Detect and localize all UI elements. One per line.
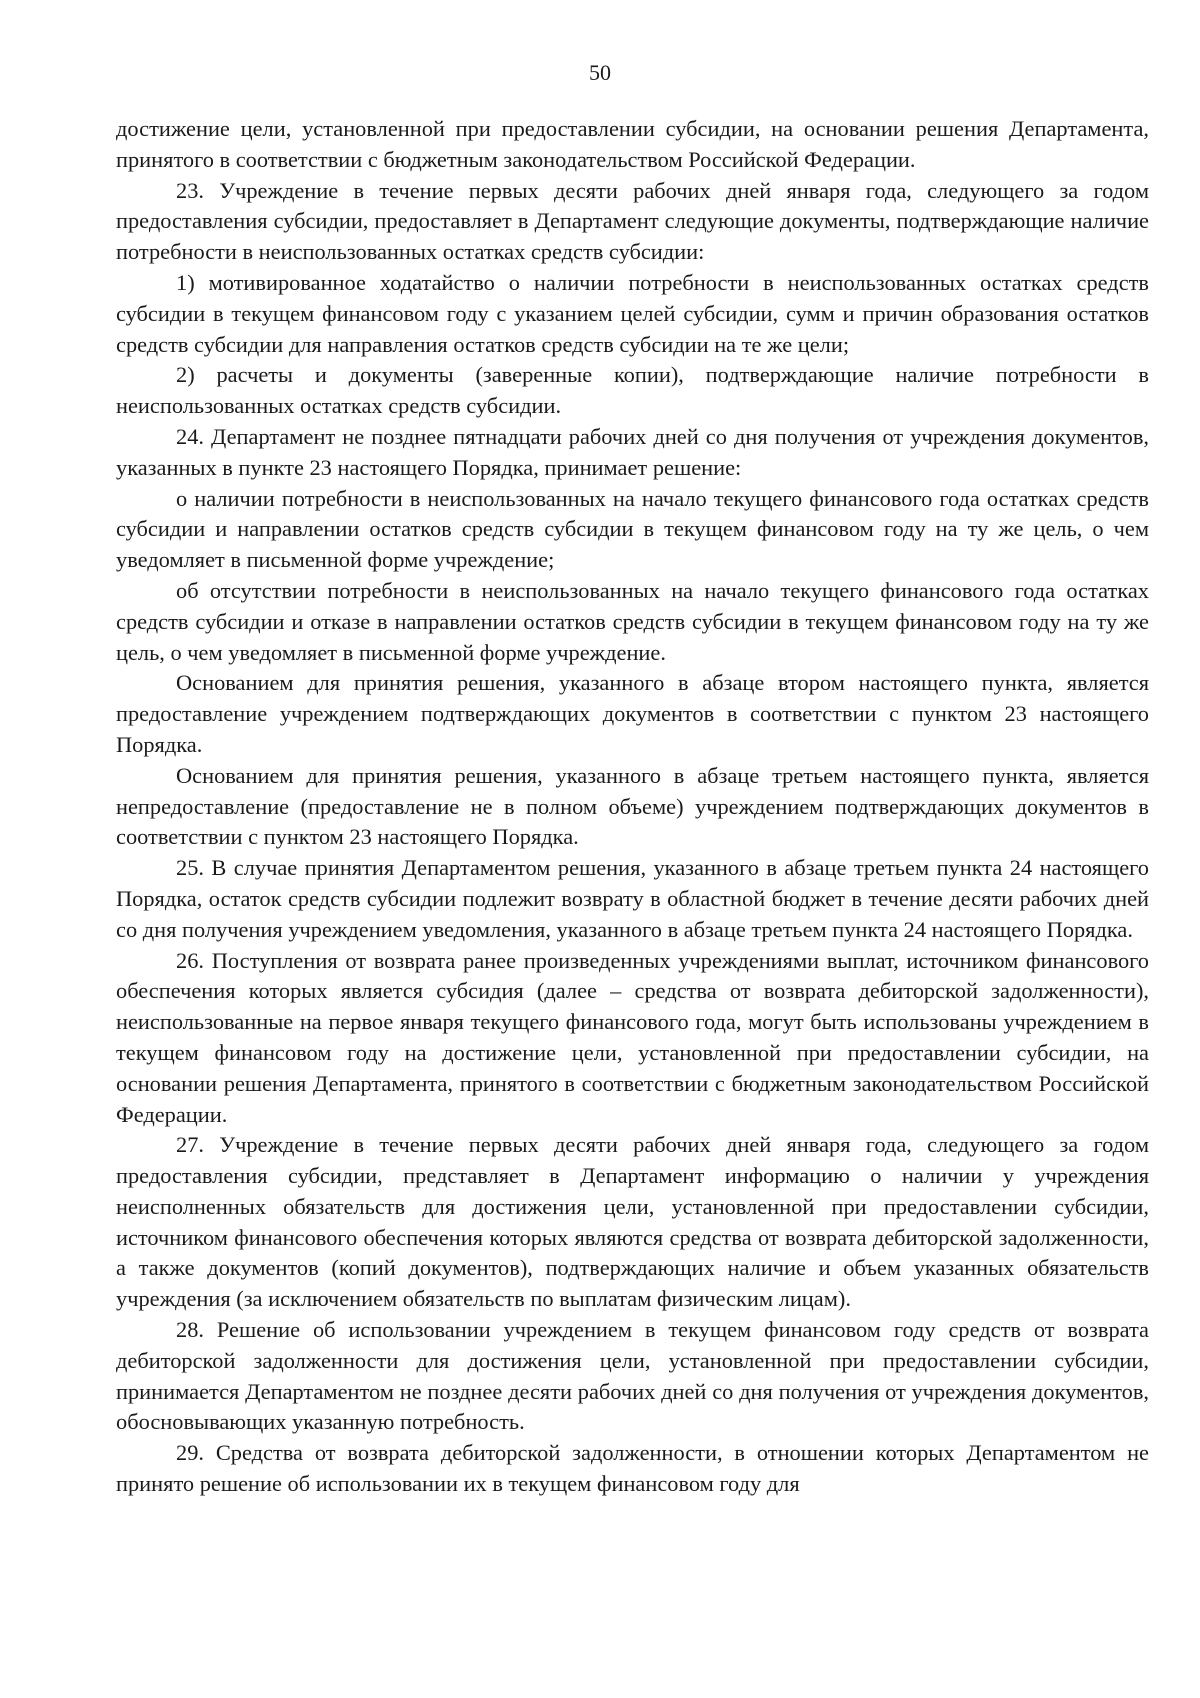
paragraph-continuation: достижение цели, установленной при предоставлении субсидии, на основании решения Департамента, принятого в соответствии с бюджетным законодательством Российской Федерации.	[116, 116, 1149, 172]
paragraph-item-26: 26. Поступления от возврата ранее произведенных учреждениями выплат, источником финансового обеспечения которых является субсидия (далее – средства от возврата дебиторской задолженности), неиспользованные на первое января текущего финансового года, могут быть использованы учреждением в текущем финансовом году на достижение цели, установленной при предоставлении субсидии, на основании решения Департамента, принятого в соответствии с бюджетным законодательством Российской Федерации.	[116, 947, 1149, 1127]
page-number: 50	[589, 60, 611, 85]
paragraph-subitem-2: 2) расчеты и документы (заверенные копии), подтверждающие наличие потребности в неиспользованных остатках средств субсидии.	[116, 362, 1149, 419]
paragraph-item-23: 23. Учреждение в течение первых десяти рабочих дней января года, следующего за годом предоставления субсидии, предоставляет в Департамент следующие документы, подтверждающие наличие потребности в неиспользованных остатках средств субсидии:	[116, 177, 1149, 265]
paragraph-decision-presence: о наличии потребности в неиспользованных на начало текущего финансового года остатках средств субсидии и направлении остатков средств субсидии в текущем финансовом году на ту же цель, о чем уведомляет в письменной форме учреждение;	[116, 485, 1149, 573]
paragraph-decision-absence: об отсутствии потребности в неиспользованных на начало текущего финансового года остатках средств субсидии и отказе в направлении остатков средств субсидии в текущем финансовом году на ту же цель, о чем уведомляет в письменной форме учреждение.	[116, 577, 1149, 665]
paragraph-item-24: 24. Департамент не позднее пятнадцати рабочих дней со дня получения от учреждения документов, указанных в пункте 23 настоящего Порядка, принимает решение:	[116, 423, 1149, 480]
paragraph-item-29: 29. Средства от возврата дебиторской задолженности, в отношении которых Департаментом не принято решение об использовании их в текущем финансовом году для	[116, 1440, 1149, 1497]
paragraph-item-28: 28. Решение об использовании учреждением в текущем финансовом году средств от возврата дебиторской задолженности для достижения цели, установленной при предоставлении субсидии, принимается Департаментом не позднее десяти рабочих дней со дня получения от учреждения документов, обосновывающих указанную потребность.	[116, 1317, 1149, 1435]
paragraph-basis-second: Основанием для принятия решения, указанного в абзаце втором настоящего пункта, является предоставление учреждением подтверждающих документов в соответствии с пунктом 23 настоящего Порядка.	[116, 670, 1149, 757]
paragraph-subitem-1: 1) мотивированное ходатайство о наличии потребности в неиспользованных остатках средств субсидии в текущем финансовом году с указанием целей субсидии, сумм и причин образования остатков средств субсидии для направления остатков средств субсидии на те же цели;	[116, 269, 1149, 357]
paragraph-basis-third: Основанием для принятия решения, указанного в абзаце третьем настоящего пункта, является непредоставление (предоставление не в полном объеме) учреждением подтверждающих документов в соответствии с пунктом 23 настоящего Порядка.	[116, 762, 1149, 850]
paragraph-item-25: 25. В случае принятия Департаментом решения, указанного в абзаце третьем пункта 24 настоящего Порядка, остаток средств субсидии подлежит возврату в областной бюджет в течение десяти рабочих дней со дня получения учреждением уведомления, указанного в абзаце третьем пункта 24 настоящего Порядка.	[116, 855, 1149, 942]
paragraph-item-27: 27. Учреждение в течение первых десяти рабочих дней января года, следующего за годом предоставления субсидии, представляет в Департамент информацию о наличии у учреждения неисполненных обязательств для достижения цели, установленной при предоставлении субсидии, источником финансового обеспечения которых являются средства от возврата дебиторской задолженности, а также документов (копий документов), подтверждающих наличие и объем указанных обязательств учреждения (за исключением обязательств по выплатам физическим лицам).	[116, 1132, 1149, 1312]
document-body	[116, 114, 1149, 1500]
